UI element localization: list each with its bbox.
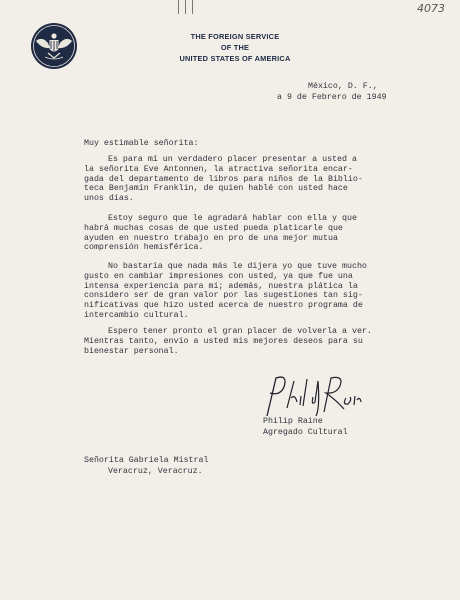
place-line: México, D. F., xyxy=(308,82,378,91)
paragraph-line: teca Benjamín Franklin, de quien hablé con usted hace xyxy=(84,184,348,194)
paragraph-line: intensa experiencia para mí; además, nuestra plática la xyxy=(84,281,358,291)
paragraph-line: Mientras tanto, envío a usted mis mejores deseos para su xyxy=(84,336,363,346)
salutation: Muy estimable señorita: xyxy=(84,139,199,148)
paragraph-line: habrá muchas cosas de que usted pueda platicarle que xyxy=(84,223,343,233)
punch-marks xyxy=(178,0,199,19)
paragraph-line: unos días. xyxy=(84,194,134,204)
letterhead-line-2: OF THE xyxy=(220,43,250,52)
paragraph-line: nificativas que hizo usted acerca de nuestro programa de xyxy=(84,301,363,311)
paragraph-line: Estoy seguro que le agradará hablar con ella y que xyxy=(108,214,357,223)
paragraph-line: gusto en cambiar impresiones con usted, ya que fue una xyxy=(84,271,353,281)
paragraph-line: No bastaría que nada más le dijera yo que tuve mucho xyxy=(108,262,367,271)
paragraph-line: considero ser de gran valor por las sugestiones tan sig- xyxy=(84,291,363,301)
great-seal-eagle-icon xyxy=(30,22,78,70)
signer-title: Agregado Cultural xyxy=(263,428,348,437)
letterhead xyxy=(165,31,305,64)
paragraph-line: comprensión hemisférica. xyxy=(84,243,204,253)
letterhead-line-1: THE FOREIGN SERVICE xyxy=(190,32,280,41)
paragraph-1 xyxy=(84,155,414,204)
paragraph-line: Espero tener pronto el gran placer de volverla a ver. xyxy=(108,327,372,336)
paragraph-line: ayuden en nuestro trabajo en pro de una mejor mutua xyxy=(84,233,338,243)
signer-name: Philip Raine xyxy=(263,417,323,426)
recipient-name: Señorita Gabriela Mistral xyxy=(84,456,209,465)
paragraph-3 xyxy=(84,262,414,321)
handwritten-signature xyxy=(262,372,362,420)
paragraph-line: gada del departamento de libros para niños de la Biblio- xyxy=(84,174,363,184)
paragraph-line: bienestar personal. xyxy=(84,346,179,356)
paragraph-2 xyxy=(84,214,414,253)
recipient-location: Veracruz, Veracruz. xyxy=(108,467,203,476)
paragraph-line: la señorita Eve Antonnen, la atractiva señorita encar- xyxy=(84,164,353,174)
date-line: a 9 de Febrero de 1949 xyxy=(277,93,387,102)
paragraph-line: intercambio cultural. xyxy=(84,310,189,320)
paragraph-line: Es para mí un verdadero placer presentar a usted a xyxy=(108,155,357,164)
archive-number: 4073 xyxy=(417,2,445,15)
paragraph-4 xyxy=(84,327,414,356)
letterhead-line-3: UNITED STATES OF AMERICA xyxy=(179,54,291,63)
